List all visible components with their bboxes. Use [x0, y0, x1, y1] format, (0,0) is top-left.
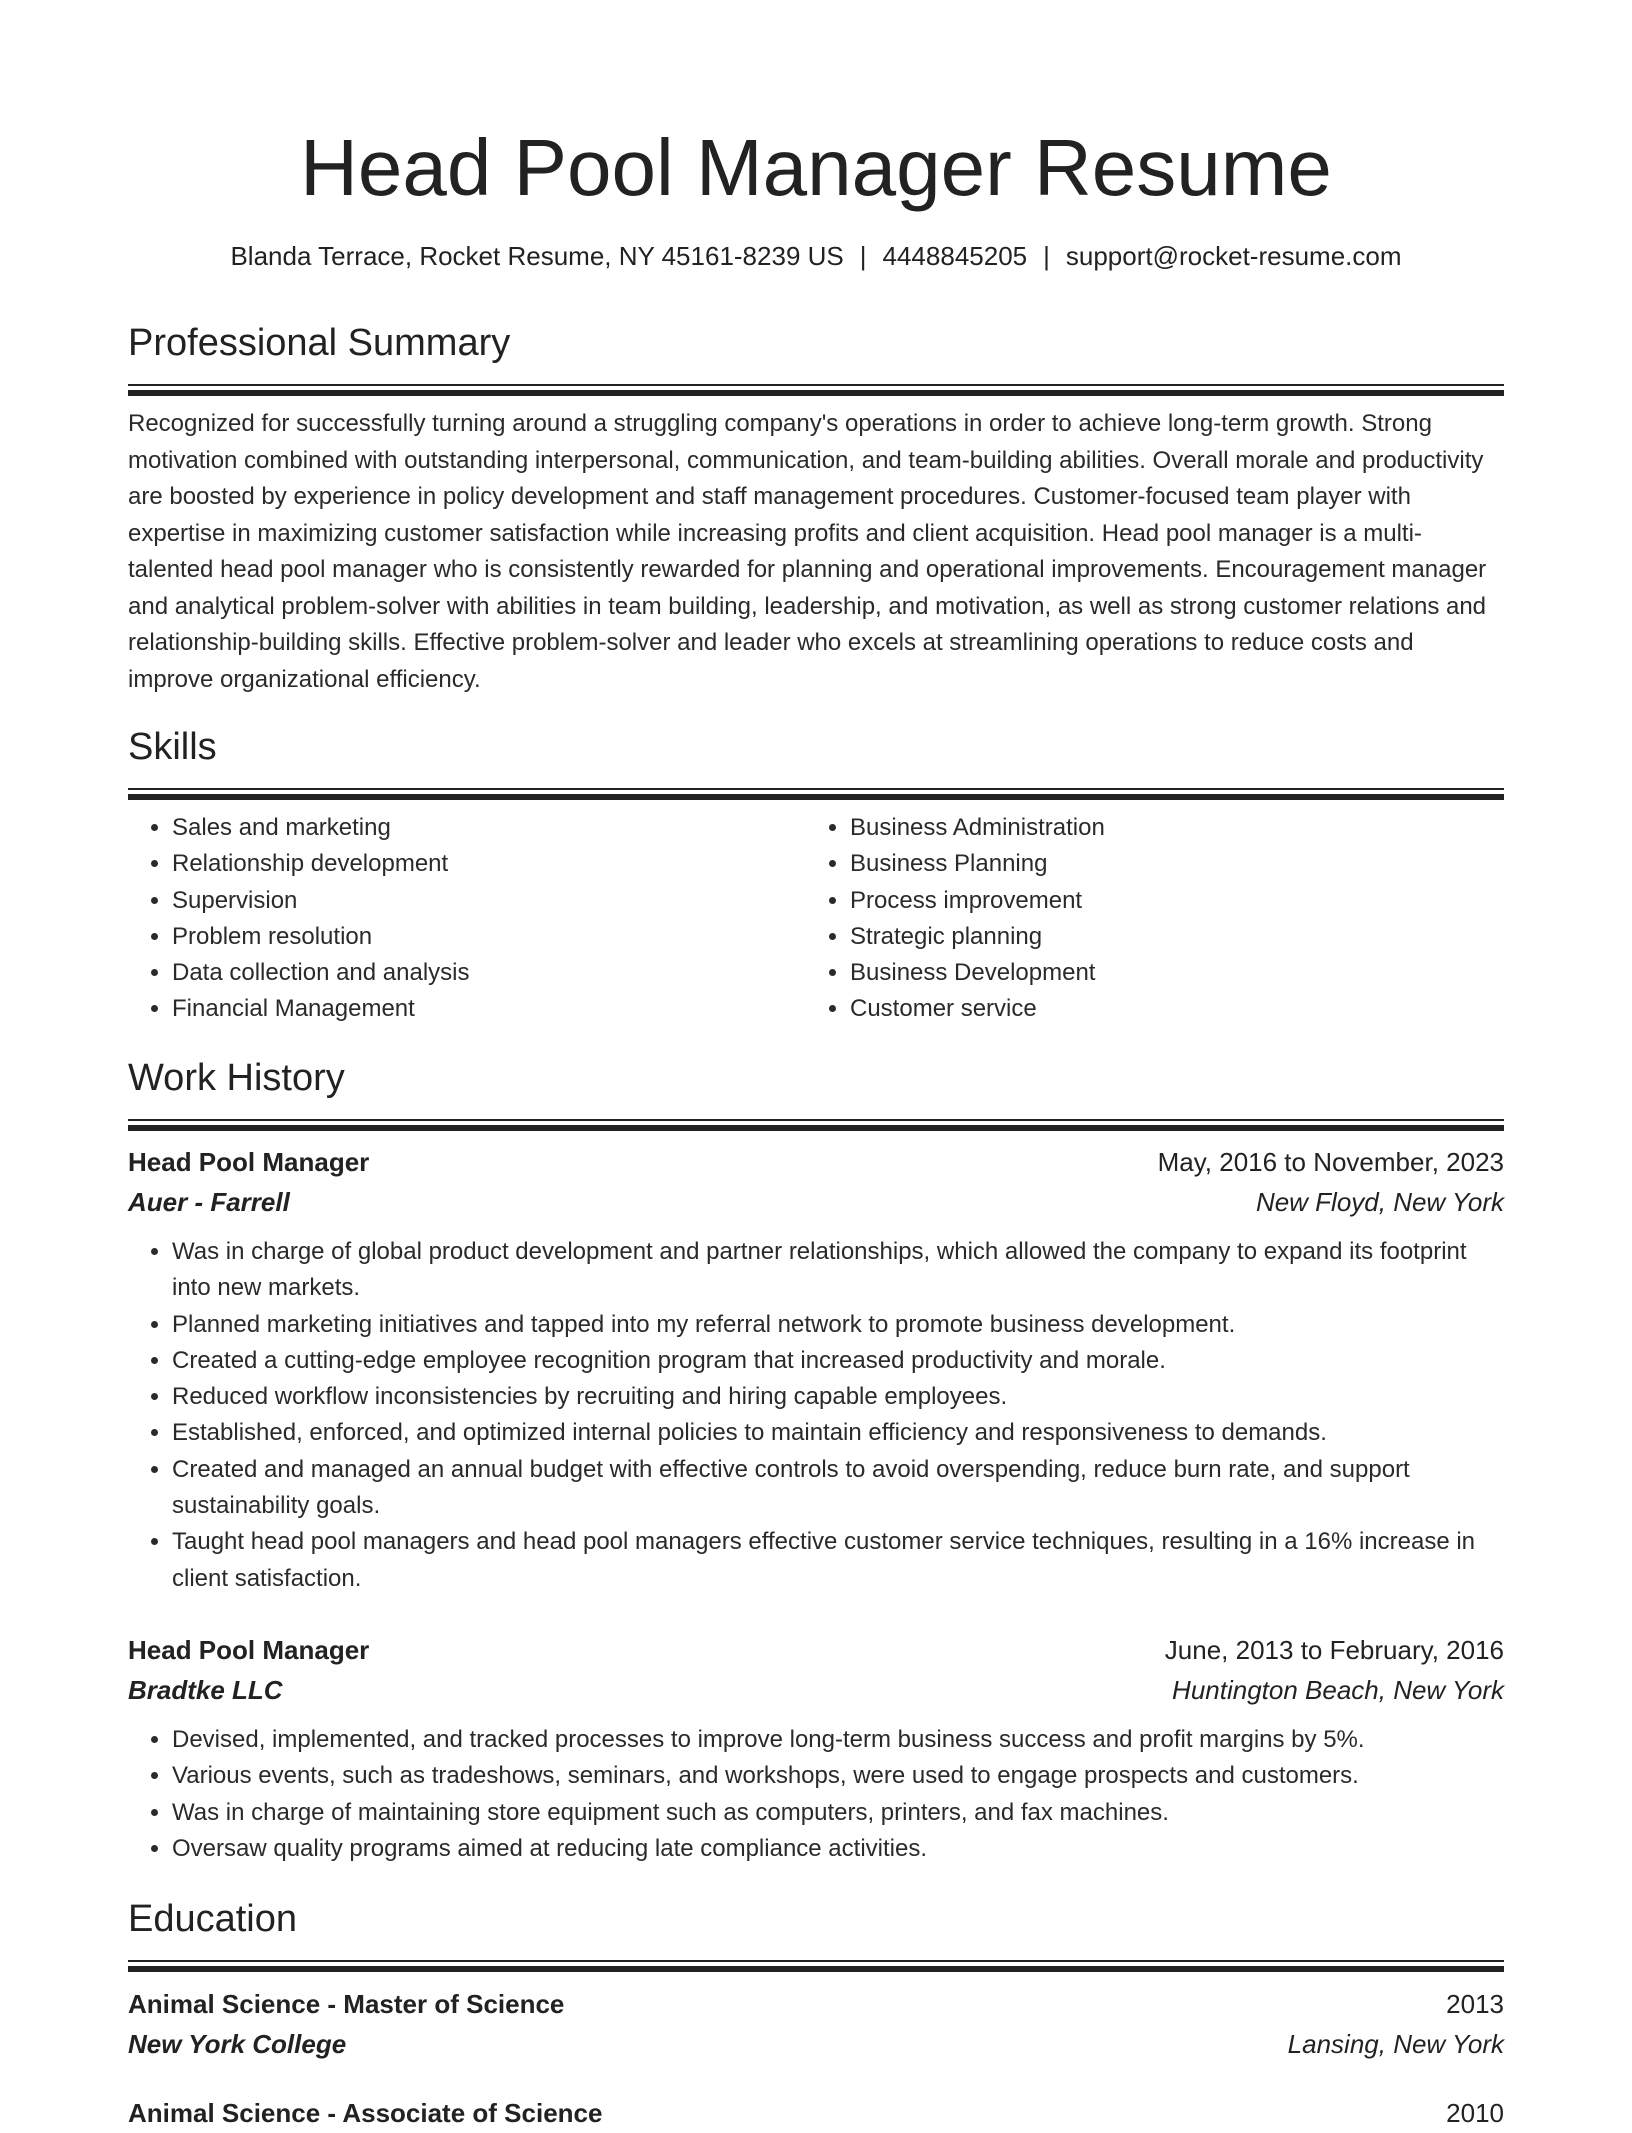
education-year: 2013	[1446, 1989, 1504, 2019]
section-divider	[128, 1119, 1504, 1131]
section-heading-skills: Skills	[128, 726, 217, 768]
section-heading-work: Work History	[128, 1057, 345, 1099]
section-summary	[128, 316, 1504, 396]
job-bullet: • Was in charge of global product development and partner relationships, which allowed the company to expand its footprint into new markets.	[172, 1234, 1504, 1307]
job-dates: June, 2013 to February, 2016	[1164, 1635, 1504, 1665]
page-title: Head Pool Manager Resume	[300, 123, 1332, 212]
skill-item: • Financial Management	[172, 991, 806, 1027]
job-title: Head Pool Manager	[128, 1635, 370, 1665]
section-divider	[128, 788, 1504, 800]
contact-email[interactable]: support@rocket-resume.com	[1065, 241, 1402, 271]
job-bullet: • Devised, implemented, and tracked processes to improve long-term business success and profit margins by 5%.	[172, 1722, 1504, 1758]
education-entry	[128, 1984, 1504, 2064]
section-divider	[128, 1960, 1504, 1972]
job-company: Bradtke LLC	[128, 1675, 283, 1705]
section-skills	[128, 720, 1504, 800]
contact-separator: |	[859, 241, 867, 271]
skill-item: • Data collection and analysis	[172, 955, 806, 991]
summary-text: Recognized for successfully turning around a struggling company's operations in order to achieve long-term growth. Strong motivation combined with outstanding interpersonal, communication, and team-building abilities. Overall morale and productivity are boosted by experience in policy development and staff management procedures. Customer-focused team player with expertise in maximizing customer satisfaction while increasing profits and client acquisition. Head pool manager is a multi-talented head pool manager who is consistently rewarded for planning and operational improvements. Encouragement manager and analytical problem-solver with abilities in team building, leadership, and motivation, as well as strong customer relations and relationship-building skills. Effective problem-solver and leader who excels at streamlining operations to reduce costs and improve organizational efficiency.	[128, 410, 1487, 693]
education-location: Lansing, New York	[1287, 2029, 1504, 2059]
skill-item: • Process improvement	[850, 883, 1484, 919]
job-bullet: • Planned marketing initiatives and tapped into my referral network to promote business development.	[172, 1307, 1504, 1343]
section-education	[128, 1892, 1504, 1972]
job-entry	[128, 1630, 1504, 1867]
skill-item: • Customer service	[850, 991, 1484, 1027]
contact-line	[0, 236, 1632, 276]
education-degree: Animal Science - Master of Science	[128, 1989, 565, 2019]
contact-phone: 4448845205	[882, 241, 1028, 271]
job-bullet: • Created and managed an annual budget with effective controls to avoid overspending, reduce burn rate, and support sustainability goals.	[172, 1452, 1504, 1525]
skill-item: • Problem resolution	[172, 919, 806, 955]
section-work-history	[128, 1051, 1504, 1131]
job-bullets	[128, 1722, 1504, 1867]
job-bullet: • Various events, such as tradeshows, seminars, and workshops, were used to engage prospects and customers.	[172, 1758, 1504, 1794]
job-bullet: • Established, enforced, and optimized internal policies to maintain efficiency and responsiveness to demands.	[172, 1415, 1504, 1451]
skills-column-left	[128, 810, 806, 1028]
job-dates: May, 2016 to November, 2023	[1157, 1147, 1504, 1177]
job-title: Head Pool Manager	[128, 1147, 370, 1177]
skill-item: • Business Administration	[850, 810, 1484, 846]
job-bullet: • Reduced workflow inconsistencies by recruiting and hiring capable employees.	[172, 1379, 1504, 1415]
skill-item: • Sales and marketing	[172, 810, 806, 846]
job-company: Auer - Farrell	[128, 1187, 290, 1217]
job-bullet: • Was in charge of maintaining store equipment such as computers, printers, and fax machines.	[172, 1795, 1504, 1831]
section-divider	[128, 384, 1504, 396]
skill-item: • Relationship development	[172, 846, 806, 882]
job-location: Huntington Beach, New York	[1172, 1675, 1504, 1705]
job-bullet: • Oversaw quality programs aimed at reducing late compliance activities.	[172, 1831, 1504, 1867]
education-degree: Animal Science - Associate of Science	[128, 2098, 603, 2128]
education-entry	[128, 2093, 1504, 2133]
skills-list	[128, 810, 1504, 1028]
job-bullets	[128, 1234, 1504, 1597]
section-heading-summary: Professional Summary	[128, 322, 511, 364]
section-heading-education: Education	[128, 1898, 298, 1940]
skill-item: • Business Planning	[850, 846, 1484, 882]
skill-item: • Business Development	[850, 955, 1484, 991]
job-bullet: • Taught head pool managers and head pool managers effective customer service techniques, resulting in a 16% increase in client satisfaction.	[172, 1524, 1504, 1597]
job-bullet: • Created a cutting-edge employee recognition program that increased productivity and morale.	[172, 1343, 1504, 1379]
skills-column-right	[806, 810, 1484, 1028]
skill-item: • Supervision	[172, 883, 806, 919]
education-school: New York College	[128, 2029, 347, 2059]
job-entry	[128, 1142, 1504, 1597]
skill-item: • Strategic planning	[850, 919, 1484, 955]
education-year: 2010	[1446, 2098, 1504, 2128]
contact-separator: |	[1043, 241, 1050, 271]
job-location: New Floyd, New York	[1255, 1187, 1504, 1217]
contact-address: Blanda Terrace, Rocket Resume, NY 45161-8239 US	[230, 241, 844, 271]
